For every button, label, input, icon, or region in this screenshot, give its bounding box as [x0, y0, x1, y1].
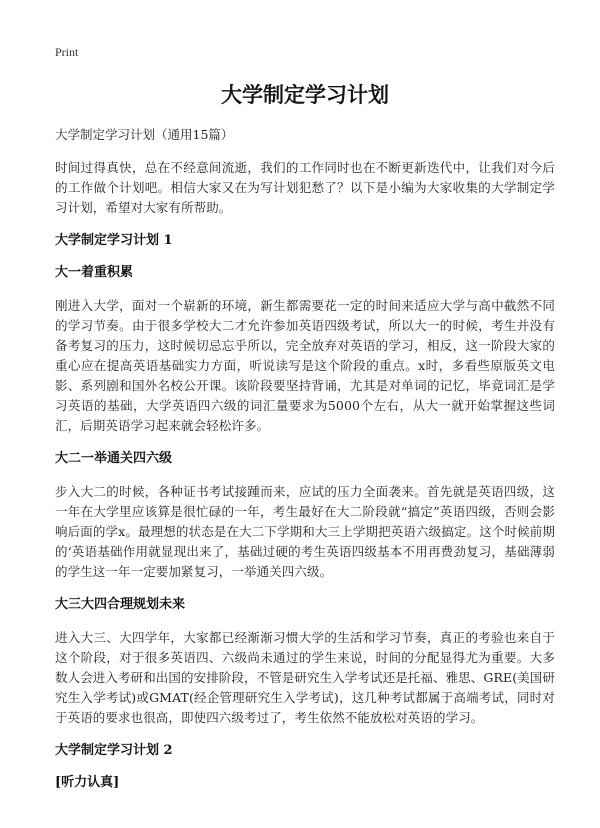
section-heading-plan-1: 大学制定学习计划 1 — [55, 233, 173, 248]
sophomore-paragraph: 步入大二的时候，各种证书考试接踵而来，应试的压力全面袭来。首先就是英语四级，这一年在大学里应该算是很忙碌的一年，考生最好在大二阶段就“搞定”英语四级，否则会影响后面的学ⅹ。最理想的状态是在大二下学期和大三上学期把英语六级搞定。这个时候前期的‘英语基础作用就显现出来了，基础过硬的考生英语四级基本不用再费劲复习，基础薄弱的学生这一年一定要加紧复习，一举通关四六级。 — [55, 484, 555, 579]
section-heading-listening: [听力认真] — [55, 775, 120, 790]
freshman-paragraph: 刚进入大学，面对一个崭新的环境，新生都需要花一定的时间来适应大学与高中截然不同的学习节奏。由于很多学校大二才允许参加英语四级考试，所以大一的时候，考生并没有备考复习的压力，这时候切忌忘乎所以，完全放弃对英语的学习，相反，这一阶段大家的重心应在提高英语基础实力方面，听说读写是这个阶段的重点。x时，多看些原版英文电影、系列剧和国外名校公开课。该阶段要坚持背诵，尤其是对单词的记忆，毕竟词汇是学习英语的基础，大学英语四六级的词汇量要求为5000个左右，从大一就开始掌握这些词汇，后期英语学习起来就会轻松许多。 — [55, 298, 555, 433]
document-subtitle: 大学制定学习计划（通用15篇） — [55, 127, 234, 142]
section-heading-junior-senior: 大三大四合理规划未来 — [55, 597, 186, 612]
section-heading-freshman: 大一着重积累 — [55, 265, 134, 280]
section-heading-plan-2: 大学制定学习计划 2 — [55, 743, 173, 758]
page-title: 大学制定学习计划 — [221, 82, 389, 107]
print-link[interactable]: Print — [55, 45, 79, 59]
section-heading-sophomore: 大二一举通关四六级 — [55, 451, 173, 466]
junior-senior-paragraph: 进入大三、大四学年，大家都已经渐渐习惯大学的生活和学习节奏，真正的考验也来自于这个阶段，对于很多英语四、六级尚未通过的学生来说，时间的分配显得尤为重要。大多数人会进入考研和出国的安排阶段，不管是研究生入学考试还是托福、雅思、GRE(美国研究生入学考试)或GMAT(经企管理研究生入学考试)，这几种考试都属于高端考试，同时对于英语的要求也很高，即使四六级考过了，考生依然不能放松对英语的学习。 — [55, 630, 555, 725]
intro-paragraph: 时间过得真快，总在不经意间流逝，我们的工作同时也在不断更新迭代中，让我们对今后的工作做个计划吧。相信大家又在为写计划犯愁了？以下是小编为大家收集的大学制定学习计划，希望对大家有所帮助。 — [55, 160, 555, 215]
